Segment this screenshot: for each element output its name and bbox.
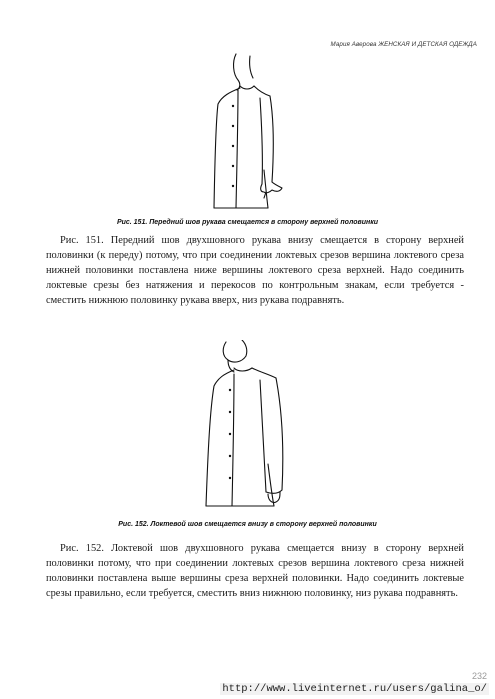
coat-sketch-151 [200, 50, 300, 212]
coat-sketch-152 [196, 340, 306, 512]
page-number: 232 [471, 671, 487, 681]
running-header: Мария Аверова ЖЕНСКАЯ И ДЕТСКАЯ ОДЕЖДА [330, 41, 477, 48]
figure-152-caption: Рис. 152. Локтевой шов смещается внизу в сторону верхней половинки [118, 521, 377, 528]
figure-152-illustration [196, 340, 306, 512]
figure-151-caption: Рис. 151. Передний шов рукава смещается в сторону верхней половинки [116, 219, 379, 226]
figure-151-illustration [200, 50, 300, 212]
paragraph-152: Рис. 152. Локтевой шов двухшовного рукава смещается внизу в сторону верхней половинки потому, что при соединении локтевых срезов вершина локтевого среза нижней половинки поставлена выше вершины среза верхней половинки. Надо соединить локтевые срезы правильно, если требуется, сместить вниз нижнюю половинку, низ рукава подравнять. [46, 543, 464, 600]
paragraph-151: Рис. 151. Передний шов двухшовного рукава внизу смещается в сторону верхней половинки (к переду) потому, что при соединении локтевых срезов вершина локтевого среза нижней половинки поставлена ниже вершины локтевого среза верхней. Надо соединить локтевые срезы без натяжения и перекосов по контрольным знакам, если требуется - сместить нижнюю половинку рукава вверх, низ рукава подравнять. [46, 235, 464, 307]
source-url-watermark[interactable]: http://www.liveinternet.ru/users/galina_o/ [222, 683, 487, 695]
